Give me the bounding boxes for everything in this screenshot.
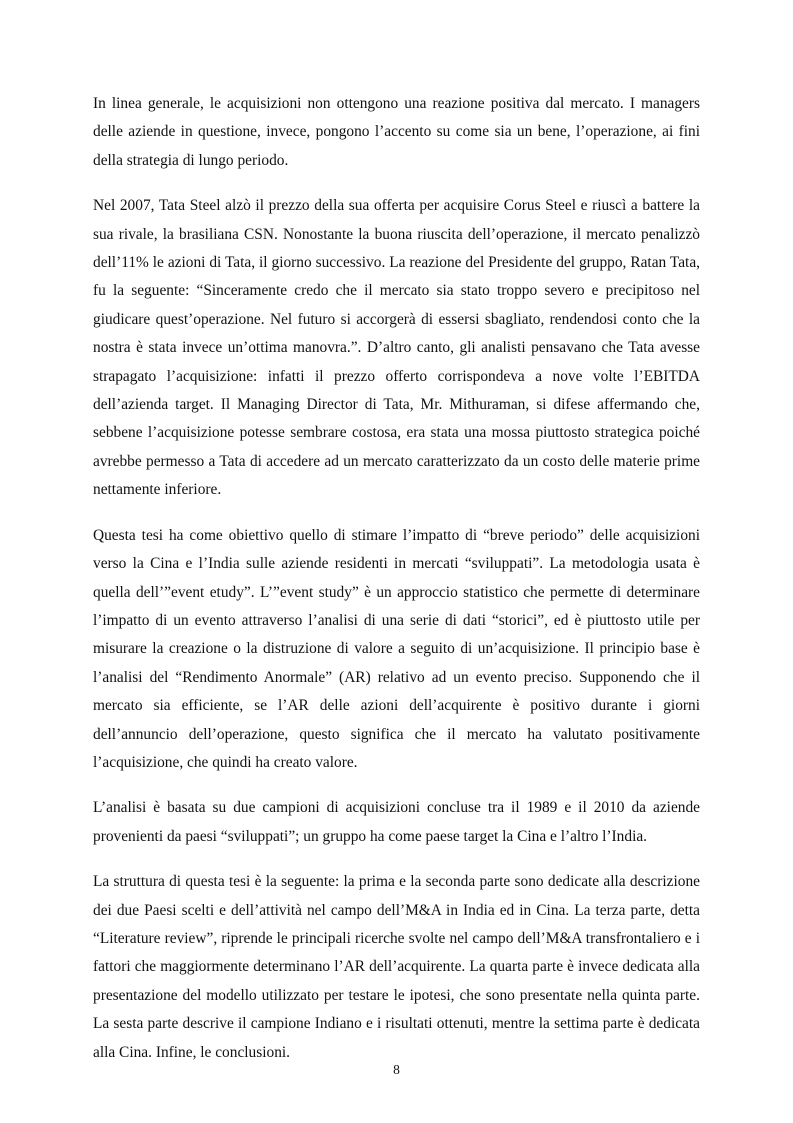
page-number: 8: [393, 1062, 400, 1077]
paragraph-tata-steel: Nel 2007, Tata Steel alzò il prezzo della sua offerta per acquisire Corus Steel e riuscì a battere la sua rivale, la brasiliana CSN. Nonostante la buona riuscita dell’operazione, il mercato penalizzò dell’11% le azioni di Tata, il giorno successivo. La reazione del Presidente del gruppo, Ratan Tata, fu la seguente: “Sinceramente credo che il mercato sia stato troppo severo e precipitoso nel giudicare quest’operazione. Nel futuro si accorgerà di essersi sbagliato, rendendosi conto che la nostra è stata invece un’ottima manovra.”. D’altro canto, gli analisti pensavano che Tata avesse strapagato l’acquisizione: infatti il prezzo offerto corrispondeva a nove volte l’EBITDA dell’azienda target. Il Managing Director di Tata, Mr. Mithuraman, si difese affermando che, sebbene l’acquisizione potesse sembrare costosa, era stata una mossa piuttosto strategica poiché avrebbe permesso a Tata di accedere ad un mercato caratterizzato da un costo delle materie prime nettamente inferiore.: [93, 197, 700, 499]
page-body: [93, 90, 700, 1084]
paragraph-samples: L’analisi è basata su due campioni di acquisizioni concluse tra il 1989 e il 2010 da aziende provenienti da paesi “sviluppati”; un gruppo ha come paese target la Cina e l’altro l’India.: [93, 799, 700, 845]
paragraph-structure: La struttura di questa tesi è la seguente: la prima e la seconda parte sono dedicate alla descrizione dei due Paesi scelti e dell’attività nel campo dell’M&A in India ed in Cina. La terza parte, detta “Literature review”, riprende le principali ricerche svolte nel campo dell’M&A transfrontaliero e i fattori che maggiormente determinano l’AR dell’acquirente. La quarta parte è invece dedicata alla presentazione del modello utilizzato per testare le ipotesi, che sono presentate nella quinta parte. La sesta parte descrive il campione Indiano e i risultati ottenuti, mentre la settima parte è dedicata alla Cina. Infine, le conclusioni.: [93, 873, 700, 1061]
paragraph-thesis-objective: Questa tesi ha come obiettivo quello di stimare l’impatto di “breve periodo” delle acquisizioni verso la Cina e l’India sulle aziende residenti in mercati “sviluppati”. La metodologia usata è quella dell’”event etudy”. L’”event study” è un approccio statistico che permette di determinare l’impatto di un evento attraverso l’analisi di una serie di dati “storici”, ed è piuttosto utile per misurare la creazione o la distruzione di valore a seguito di un’acquisizione. Il principio base è l’analisi del “Rendimento Anormale” (AR) relativo ad un evento preciso. Supponendo che il mercato sia efficiente, se l’AR delle azioni dell’acquirente è positivo durante i giorni dell’annuncio dell’operazione, questo significa che il mercato ha valutato positivamente l’acquisizione, che quindi ha creato valore.: [93, 526, 700, 771]
paragraph-intro: In linea generale, le acquisizioni non ottengono una reazione positiva dal mercato. I managers delle aziende in questione, invece, pongono l’accento su come sia un bene, l’operazione, ai fini della strategia di lungo periodo.: [93, 95, 700, 169]
